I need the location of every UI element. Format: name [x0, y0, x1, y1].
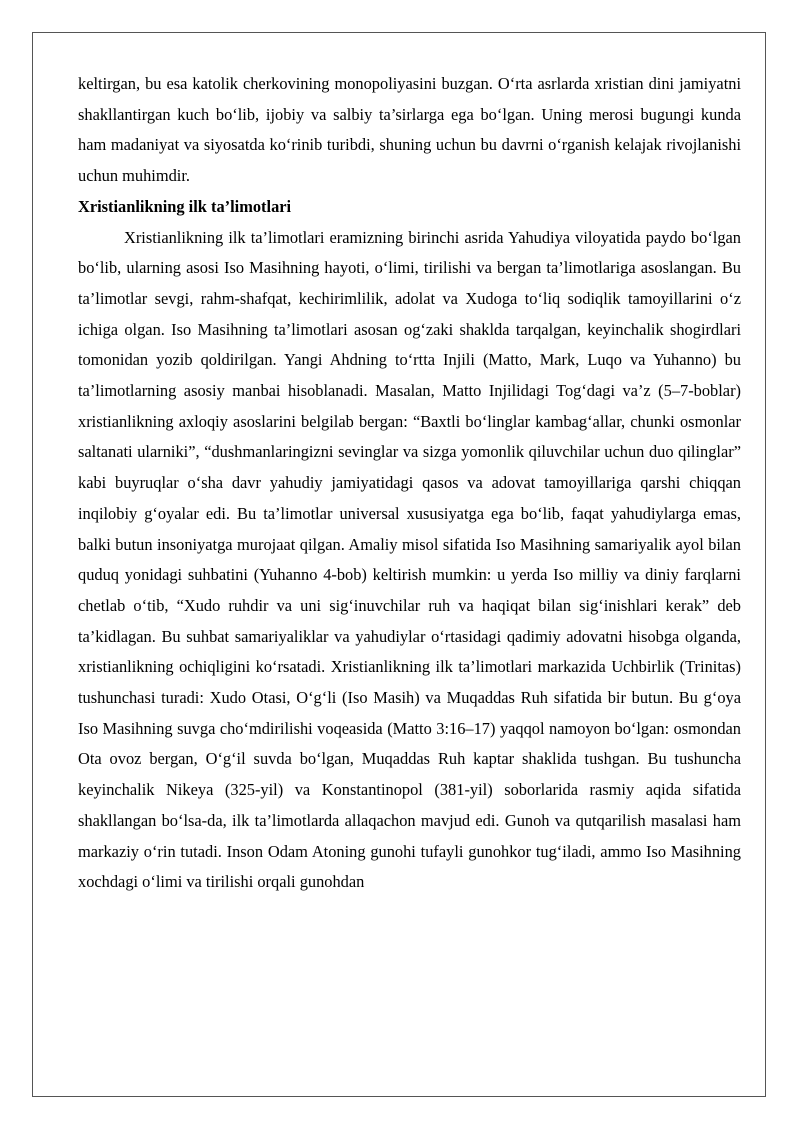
- section-paragraph: Xristianlikning ilk ta’limotlari eramizning birinchi asrida Yahudiya viloyatida paydo bo‘lgan bo‘lib, ularning asosi Iso Masihning hayoti, o‘limi, tirilishi va bergan ta’limotlariga asoslangan. Bu ta’limotlar sevgi, rahm-shafqat, kechirimlilik, adolat va Xudoga to‘liq sodiqlik tamoyillarini o‘z ichiga olgan. Iso Masihning ta’limotlari asosan og‘zaki shaklda tarqalgan, keyinchalik shogirdlari tomonidan yozib qoldirilgan. Yangi Ahdning to‘rtta Injili (Matto, Mark, Luqo va Yuhanno) bu ta’limotlarning asosiy manbai hisoblanadi. Masalan, Matto Injilidagi Tog‘dagi va’z (5–7-boblar) xristianlikning axloqiy asoslarini belgilab bergan: “Baxtli bo‘linglar kambag‘allar, chunki osmonlar saltanati ularniki”, “dushmanlaringizni sevinglar va sizga yomonlik qiluvchilar uchun duo qilinglar” kabi buyruqlar o‘sha davr yahudiy jamiyatidagi qasos va adovat tamoyillariga qarshi chiqqan inqilobiy g‘oyalar edi. Bu ta’limotlar universal xususiyatga ega bo‘lib, faqat yahudiylarga emas, balki butun insoniyatga murojaat qilgan. Amaliy misol sifatida Iso Masihning samariyalik ayol bilan quduq yonidagi suhbatini (Yuhanno 4-bob) keltirish mumkin: u yerda Iso milliy va diniy farqlarni chetlab o‘tib, “Xudo ruhdir va uni sig‘inuvchilar ruh va haqiqat bilan sig‘inishlari kerak” deb ta’kidlagan. Bu suhbat samariyaliklar va yahudiylar o‘rtasidagi qadimiy adovatni hisobga olganda, xristianlikning ochiqligini ko‘rsatadi. Xristianlikning ilk ta’limotlari markazida Uchbirlik (Trinitas) tushunchasi turadi: Xudo Otasi, O‘g‘li (Iso Masih) va Muqaddas Ruh sifatida bir butun. Bu g‘oya Iso Masihning suvga cho‘mdirilishi voqeasida (Matto 3:16–17) yaqqol namoyon bo‘lgan: osmondan Ota ovoz bergan, O‘g‘il suvda bo‘lgan, Muqaddas Ruh kaptar shaklida tushgan. Bu tushuncha keyinchalik Nikeya (325-yil) va Konstantinopol (381-yil) soborlarida rasmiy aqida sifatida shakllangan bo‘lsa-da, ilk ta’limotlarda allaqachon mavjud edi. Gunoh va qutqarilish masalasi ham markaziy o‘rin tutadi. Inson Odam Atoning gunohi tufayli gunohkor tug‘iladi, ammo Iso Masihning xochdagi o‘limi va tirilishi orqali gunohdan: [78, 227, 741, 892]
- opening-paragraph: keltirgan, bu esa katolik cherkovining monopoliyasini buzgan. O‘rta asrlarda xristian dini jamiyatni shakllantirgan kuch bo‘lib, ijobiy va salbiy ta’sirlarga ega bo‘lgan. Uning merosi bugungi kunda ham madaniyat va siyosatda ko‘rinib turibdi, shuning uchun bu davrni o‘rganish kelajak rivojlanishi uchun muhimdir.: [78, 74, 741, 186]
- section-heading: Xristianlikning ilk ta’limotlari: [78, 196, 292, 216]
- document-body: [78, 69, 741, 898]
